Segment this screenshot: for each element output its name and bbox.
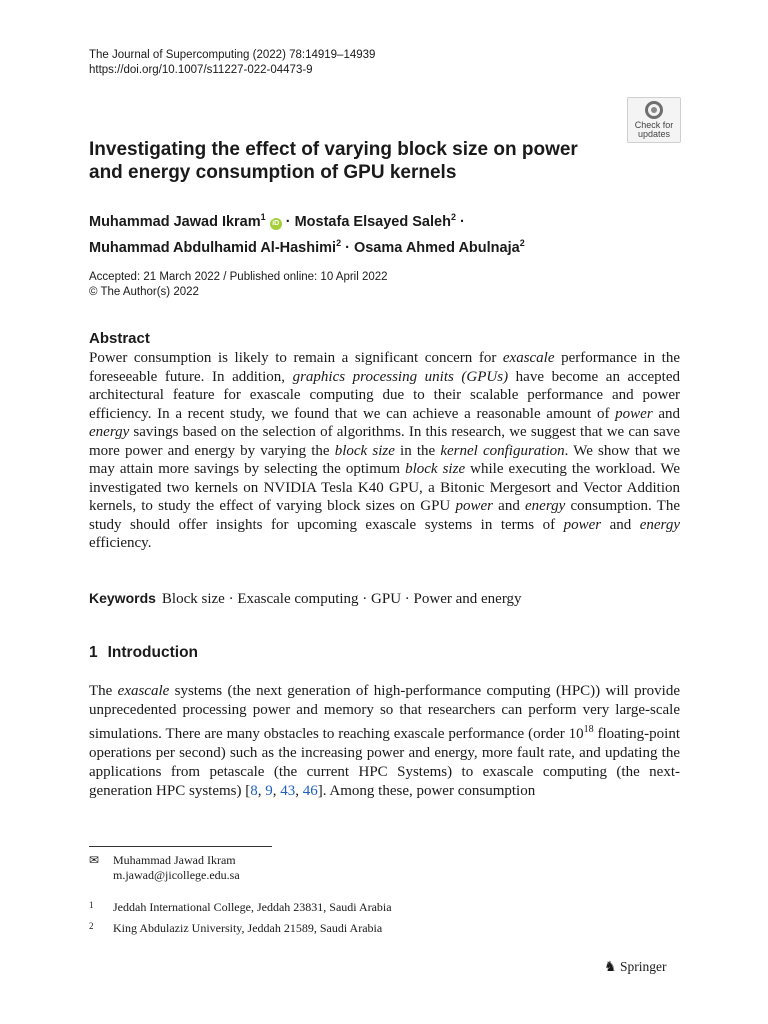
journal-header <box>89 48 375 78</box>
affiliation-2 <box>89 919 382 936</box>
abstract-text: Power consumption is likely to remain a significant concern for exascale performance in the foreseeable future. In addition, graphics processing units (GPUs) have become an accepted architectural feature for exascale computing due to their scalable performance and power efficiency. In a recent study, we found that we can achieve a reasonable amount of power and energy savings based on the selection of algorithms. In this research, we suggest that we can save more power and energy by varying the block size in the kernel configuration. We show that we may attain more savings by selecting the optimum block size while executing the workload. We investigated two kernels on NVIDIA Tesla K40 GPU, a Bitonic Mergesort and Vector Addition kernels, to study the effect of varying block sizes on GPU power and energy consumption. The study should offer insights for upcoming exascale systems in terms of power and energy efficiency. <box>89 350 680 551</box>
affiliation-2-number: 2 <box>89 921 94 931</box>
orcid-icon[interactable]: iD <box>270 218 282 230</box>
author-3[interactable]: Muhammad Abdulhamid Al-Hashimi <box>89 239 337 256</box>
keywords <box>89 590 522 608</box>
section-title: Introduction <box>107 644 199 661</box>
affiliation-1 <box>89 898 392 915</box>
reference-link[interactable]: 46 <box>302 783 318 799</box>
author-2-affil: 2 <box>450 212 456 222</box>
journal-citation: The Journal of Supercomputing (2022) 78:14919–14939 <box>89 49 376 61</box>
affiliation-1-text: Jeddah International College, Jeddah 23831, Saudi Arabia <box>113 900 392 914</box>
publisher-name: Springer <box>620 959 667 974</box>
mail-icon: ✉ <box>89 853 100 867</box>
badge-line1: Check for <box>634 120 674 130</box>
section-heading-introduction <box>89 644 198 662</box>
paper-title: Investigating the effect of varying block size on power and energy consumption of GPU kernels <box>89 139 578 183</box>
footnote-divider <box>89 846 272 847</box>
reference-link[interactable]: 43 <box>280 783 296 799</box>
copyright: © The Author(s) 2022 <box>89 286 199 298</box>
author-2[interactable]: Mostafa Elsayed Saleh <box>294 213 451 230</box>
author-sep: · <box>455 213 465 230</box>
check-for-updates-badge[interactable] <box>627 97 681 143</box>
affiliation-2-text: King Abdulaziz University, Jeddah 21589, Saudi Arabia <box>113 921 383 935</box>
corresponding-email[interactable]: m.jawad@jicollege.edu.sa <box>113 868 240 882</box>
affiliation-1-number: 1 <box>89 900 94 910</box>
keywords-label: Keywords <box>89 590 156 606</box>
author-4[interactable]: Osama Ahmed Abulnaja <box>353 239 520 256</box>
author-list <box>89 207 689 259</box>
corresponding-author <box>89 853 240 883</box>
springer-horse-icon: ♞ <box>604 960 617 975</box>
doi-link[interactable]: https://doi.org/10.1007/s11227-022-04473-9 <box>89 64 313 76</box>
corresponding-name: Muhammad Jawad Ikram <box>113 853 236 867</box>
springer-logo <box>604 959 667 976</box>
reference-link[interactable]: 8 <box>250 783 258 799</box>
badge-line2: updates <box>637 129 671 139</box>
accepted-published: Accepted: 21 March 2022 / Published online: 10 April 2022 <box>89 271 388 283</box>
keywords-text: Block size · Exascale computing · GPU · Power and energy <box>161 591 522 607</box>
reference-link[interactable]: 9 <box>265 783 273 799</box>
section-number: 1 <box>89 644 98 661</box>
author-1[interactable]: Muhammad Jawad Ikram <box>89 213 261 230</box>
check-updates-icon <box>645 101 663 119</box>
author-4-affil: 2 <box>519 237 525 248</box>
abstract-heading: Abstract <box>89 330 150 347</box>
author-sep: · <box>281 213 295 230</box>
introduction-text: The exascale systems (the next generation of high-performance computing (HPC)) will provide unprecedented processing power and memory so that researchers can perform very large-scale simulations. There are many obstacles to reaching exascale performance (order $10^{18}$ floating-point operations per second) such as the increasing power and energy, more fault rate, and updating the applications from petascale (the current HPC Systems) to exascale computing (the next-generation HPC systems) [8, 9, 43, 46]. Among these, power consumption <box>89 683 680 799</box>
author-1-affil: 1 <box>260 212 266 222</box>
publication-dates <box>89 270 388 300</box>
author-3-affil: 2 <box>336 237 342 248</box>
author-sep: · <box>341 239 354 256</box>
